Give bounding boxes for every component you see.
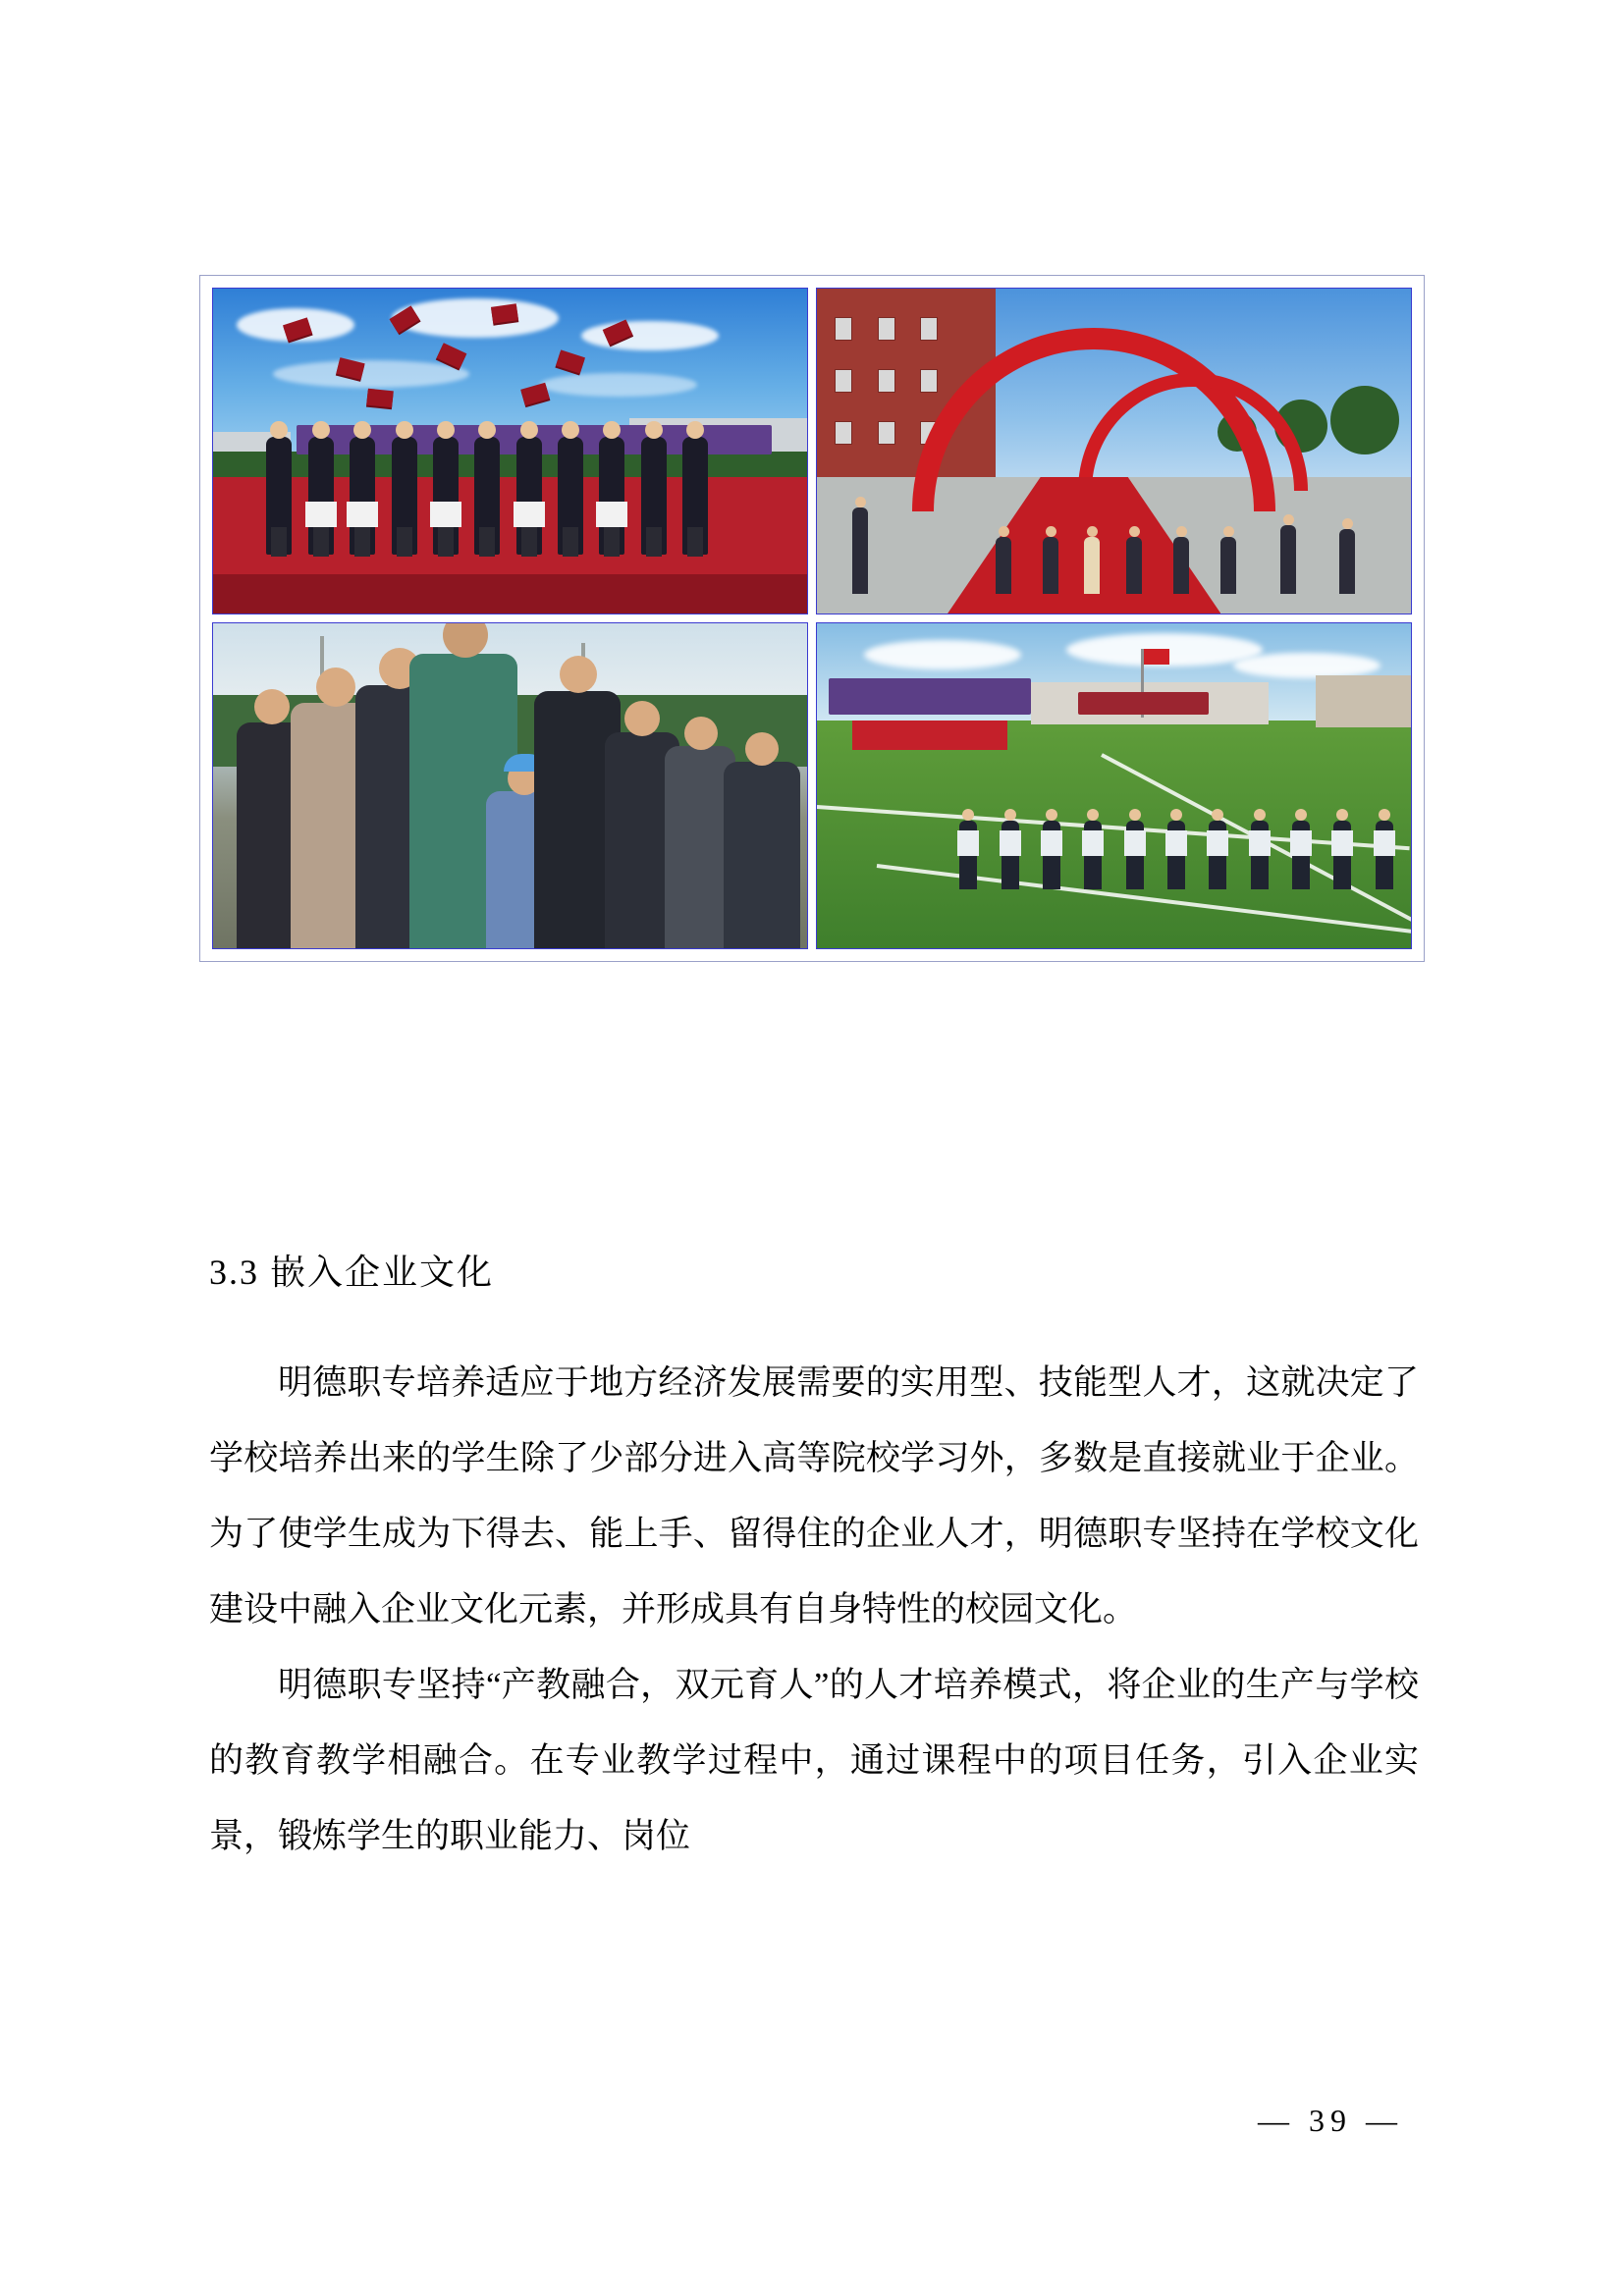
paragraph-1: 明德职专培养适应于地方经济发展需要的实用型、技能型人才，这就决定了学校培养出来的学生除了少部分进入高等院校学习外，多数是直接就业于企业。为了使学生成为下得去、能上手、留得住的企业人才，明德职专坚持在学校文化建设中融入企业文化元素，并形成具有自身特性的校园文化。 bbox=[209, 1363, 1419, 1629]
photo-grid bbox=[212, 288, 1412, 949]
photo-family-hug bbox=[212, 622, 808, 949]
photo-field-ceremony bbox=[816, 622, 1412, 949]
paragraph-2: 明德职专坚持“产教融合，双元育人”的人才培养模式，将企业的生产与学校的教育教学相融合。在专业教学过程中，通过课程中的项目任务，引入企业实景，锻炼学生的职业能力、岗位 bbox=[209, 1666, 1419, 1855]
figure-photo-collage bbox=[199, 275, 1425, 962]
body-text bbox=[209, 1345, 1419, 1874]
page-number: — 39 — bbox=[1258, 2103, 1403, 2138]
photo-red-arch-entrance bbox=[816, 288, 1412, 614]
section-heading: 3.3 嵌入企业文化 bbox=[209, 1253, 495, 1292]
photo-graduation-cap-toss bbox=[212, 288, 808, 614]
